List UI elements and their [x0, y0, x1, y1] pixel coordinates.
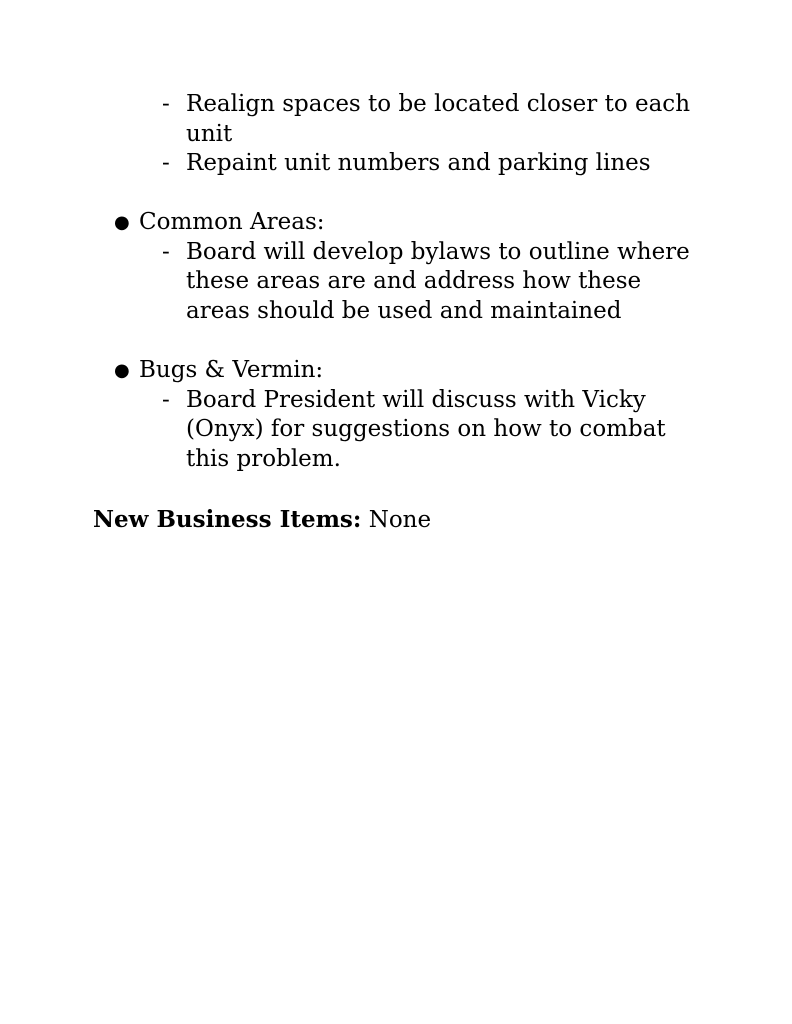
dash-marker: -: [162, 238, 170, 265]
list-item: [0, 149, 706, 179]
parking-items: [0, 90, 792, 179]
dash-marker: -: [162, 150, 170, 176]
list-item: [0, 386, 706, 475]
bullet-marker: ●: [114, 212, 130, 233]
dash-marker: -: [162, 91, 170, 117]
common-areas-section: [0, 208, 792, 326]
list-item: [0, 238, 706, 327]
bugs-vermin-section: [0, 356, 792, 474]
section-heading: [0, 356, 792, 386]
list-item: [0, 90, 706, 149]
list-item-text: Repaint unit numbers and parking lines: [186, 150, 651, 176]
section-heading-text: Common Areas:: [139, 209, 325, 235]
section-heading: [0, 208, 792, 238]
new-business-value: None: [368, 507, 432, 533]
new-business-line: [0, 505, 792, 536]
list-item-text: Realign spaces to be located closer to each unit: [186, 91, 691, 147]
new-business-label: New Business Items:: [93, 506, 362, 533]
list-item-text: Board will develop bylaws to outline where these areas are and address how these areas should be used and maintained: [186, 238, 690, 324]
list-item-text: Board President will discuss with Vicky (Onyx) for suggestions on how to combat this problem.: [186, 386, 666, 472]
bullet-marker: ●: [114, 360, 130, 381]
dash-marker: -: [162, 386, 170, 413]
section-heading-text: Bugs & Vermin:: [139, 357, 324, 383]
